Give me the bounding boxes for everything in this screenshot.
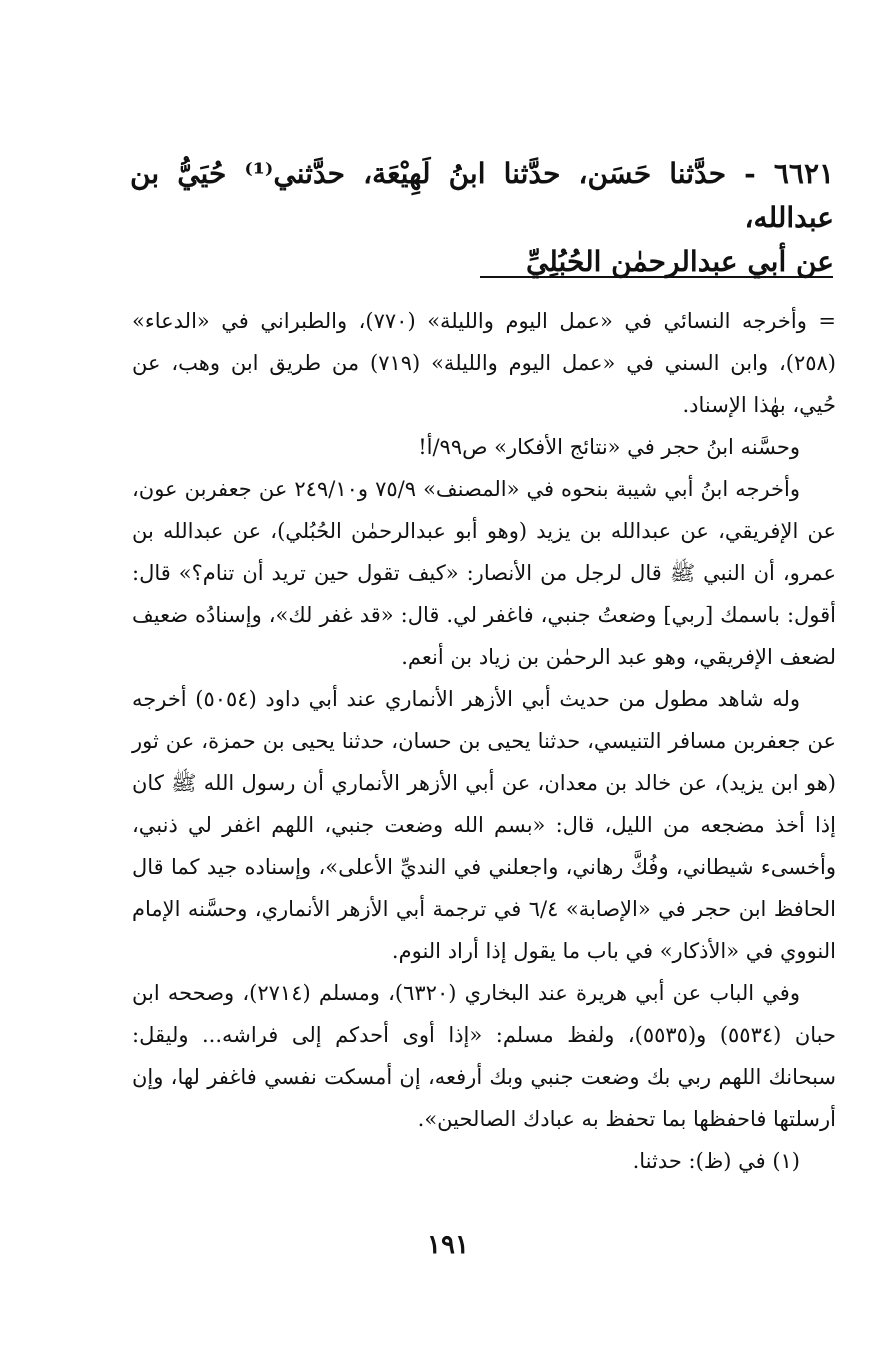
footnote-paragraph: وفي الباب عن أبي هريرة عند البخاري (٦٣٢٠)، ومسلم (٢٧١٤)، وصححه ابن حبان (٥٥٣٤) و(٥٥٣٥)، ولفظ مسلم: «إذا أوى أحدكم إلى فراشه... وليقل: سبحانك اللهم ربي بك وضعت جنبي وبك أرفعه، إن أمسكت نفسي فاغفر لها، وإن أرسلتها فاحفظها بما تحفظ به عبادك الصالحين». — [132, 981, 836, 1131]
hadith-line-2: عن أبي عبدالرحمٰن الحُبُلِيِّ — [525, 245, 834, 278]
footnote-paragraph: = وأخرجه النسائي في «عمل اليوم والليلة» (٧٧٠)، والطبراني في «الدعاء» (٢٥٨)، وابن السني في «عمل اليوم والليلة» (٧١٩) من طريق ابن وهب، عن حُيي، بهٰذا الإسناد. — [132, 309, 836, 417]
footnote-paragraph: وحسَّنه ابنُ حجر في «نتائج الأفكار» ص٩٩/أ! — [418, 435, 800, 459]
page-number: ١٩١ — [427, 1230, 469, 1260]
footnotes — [132, 300, 836, 1182]
footnote-divider — [480, 276, 833, 278]
footnote-paragraph: وله شاهد مطول من حديث أبي الأزهر الأنماري عند أبي داود (٥٠٥٤) أخرجه عن جعفربن مسافر التنيسي، حدثنا يحيى بن حسان، حدثنا يحيى بن حمزة، عن ثور (هو ابن يزيد)، عن خالد بن معدان، عن أبي الأزهر الأنماري أن رسول الله ﷺ كان إذا أخذ مضجعه من الليل، قال: «بسم الله وضعت جنبي، اللهم اغفر لي ذنبي، وأخسىء شيطاني، وفُكَّ رهاني، واجعلني في النديِّ الأعلى»، وإسناده جيد كما قال الحافظ ابن حجر في «الإصابة» ٦/٤ في ترجمة أبي الأزهر الأنماري، وحسَّنه الإمام النووي في «الأذكار» في باب ما يقول إذا أراد النوم. — [132, 687, 836, 963]
footnote-paragraph: (١) في (ظ): حدثنا. — [632, 1149, 800, 1173]
footnote-paragraph: وأخرجه ابنُ أبي شيبة بنحوه في «المصنف» ٧٥/٩ و٢٤٩/١٠ عن جعفربن عون، عن الإفريقي، عن عبدالله بن يزيد (وهو أبو عبدالرحمٰن الحُبُلي)، عن عبدالله بن عمرو، أن النبي ﷺ قال لرجل من الأنصار: «كيف تقول حين تريد أن تنام؟» قال: أقول: باسمك [ربي] وضعتُ جنبي، فاغفر لي. قال: «قد غفر لك»، وإسنادُه ضعيف لضعف الإفريقي، وهو عبد الرحمٰن بن زياد بن أنعم. — [132, 477, 836, 669]
hadith-text — [130, 152, 834, 284]
hadith-line-1: ٦٦٢١ - حدَّثنا حَسَن، حدَّثنا ابنُ لَهِيْعَة، حدَّثني⁽¹⁾ حُيَيُّ بن عبدالله، — [130, 157, 835, 234]
